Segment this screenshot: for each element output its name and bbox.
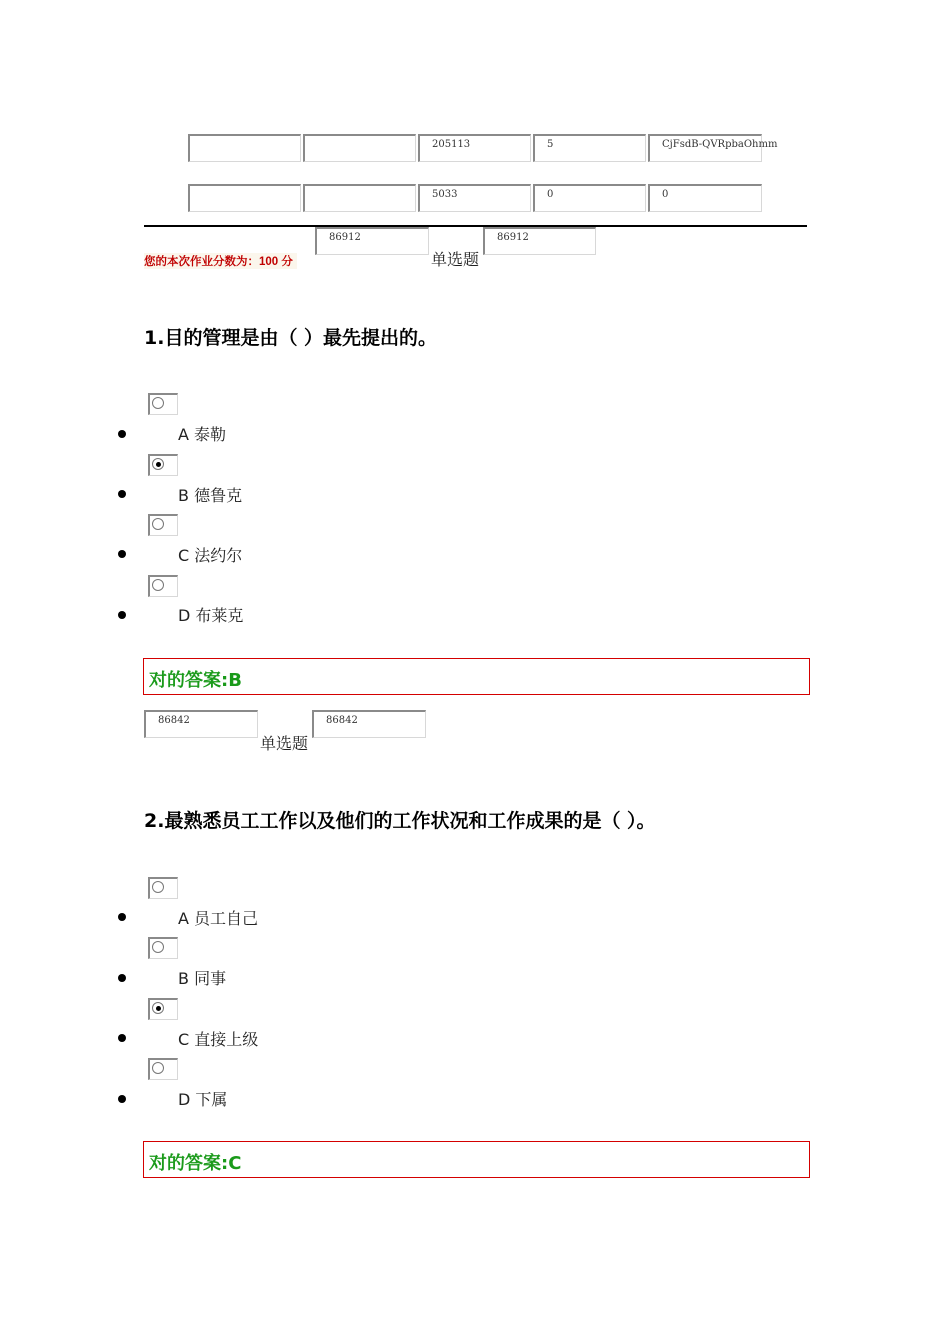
question-id-field[interactable]: 86842: [312, 710, 426, 738]
bullet-icon: [118, 430, 126, 438]
option-radio-box[interactable]: [148, 393, 178, 415]
radio-button[interactable]: [152, 941, 164, 953]
question-type: 单选题: [260, 734, 309, 753]
option-radio-box[interactable]: [148, 454, 178, 476]
option-radio-box[interactable]: [148, 514, 178, 536]
correct-answer-box: [143, 658, 810, 695]
correct-answer-box: [143, 1141, 810, 1178]
radio-button[interactable]: [152, 518, 164, 530]
bullet-icon: [118, 1095, 126, 1103]
header-field-1-1[interactable]: [188, 134, 301, 162]
header-field-1-4[interactable]: 5: [533, 134, 646, 162]
bullet-icon: [118, 1034, 126, 1042]
bullet-icon: [118, 490, 126, 498]
radio-button-checked[interactable]: [152, 458, 164, 470]
header-field-1-2[interactable]: [303, 134, 416, 162]
option-radio-box[interactable]: [148, 575, 178, 597]
header-field-2-4[interactable]: 0: [533, 184, 646, 212]
question-title: 1.目的管理是由（ ）最先提出的。: [144, 327, 438, 349]
header-field-2-2[interactable]: [303, 184, 416, 212]
option-label: D 布莱克: [178, 606, 244, 625]
bullet-icon: [118, 913, 126, 921]
option-radio-box[interactable]: [148, 937, 178, 959]
option-label: C 直接上级: [178, 1030, 259, 1049]
question-id-field[interactable]: 86912: [315, 227, 429, 255]
header-field-1-5[interactable]: CjFsdB-QVRpbaOhmm: [648, 134, 762, 162]
option-label: A 泰勒: [178, 425, 227, 444]
bullet-icon: [118, 550, 126, 558]
question-id-field[interactable]: 86842: [144, 710, 258, 738]
radio-button-checked[interactable]: [152, 1002, 164, 1014]
option-label: A 员工自己: [178, 909, 259, 928]
option-radio-box[interactable]: [148, 998, 178, 1020]
option-label: D 下属: [178, 1090, 228, 1109]
header-field-1-3[interactable]: 205113: [418, 134, 531, 162]
header-field-2-3[interactable]: 5033: [418, 184, 531, 212]
radio-button[interactable]: [152, 1062, 164, 1074]
radio-button[interactable]: [152, 579, 164, 591]
correct-answer-text: 对的答案:C: [149, 1153, 242, 1174]
option-label: B 同事: [178, 969, 227, 988]
correct-answer-text: 对的答案:B: [149, 670, 242, 691]
question-id-field[interactable]: 86912: [483, 227, 596, 255]
radio-button[interactable]: [152, 397, 164, 409]
score-text: 您的本次作业分数为：100 分: [144, 253, 297, 269]
option-label: B 德鲁克: [178, 486, 243, 505]
option-radio-box[interactable]: [148, 877, 178, 899]
radio-button[interactable]: [152, 881, 164, 893]
header-field-2-1[interactable]: [188, 184, 301, 212]
question-type: 单选题: [431, 250, 480, 269]
option-label: C 法约尔: [178, 546, 243, 565]
bullet-icon: [118, 611, 126, 619]
divider: [144, 225, 807, 227]
question-title: 2.最熟悉员工工作以及他们的工作状况和工作成果的是（ ）。: [144, 810, 656, 832]
header-field-2-5[interactable]: 0: [648, 184, 762, 212]
option-radio-box[interactable]: [148, 1058, 178, 1080]
bullet-icon: [118, 974, 126, 982]
